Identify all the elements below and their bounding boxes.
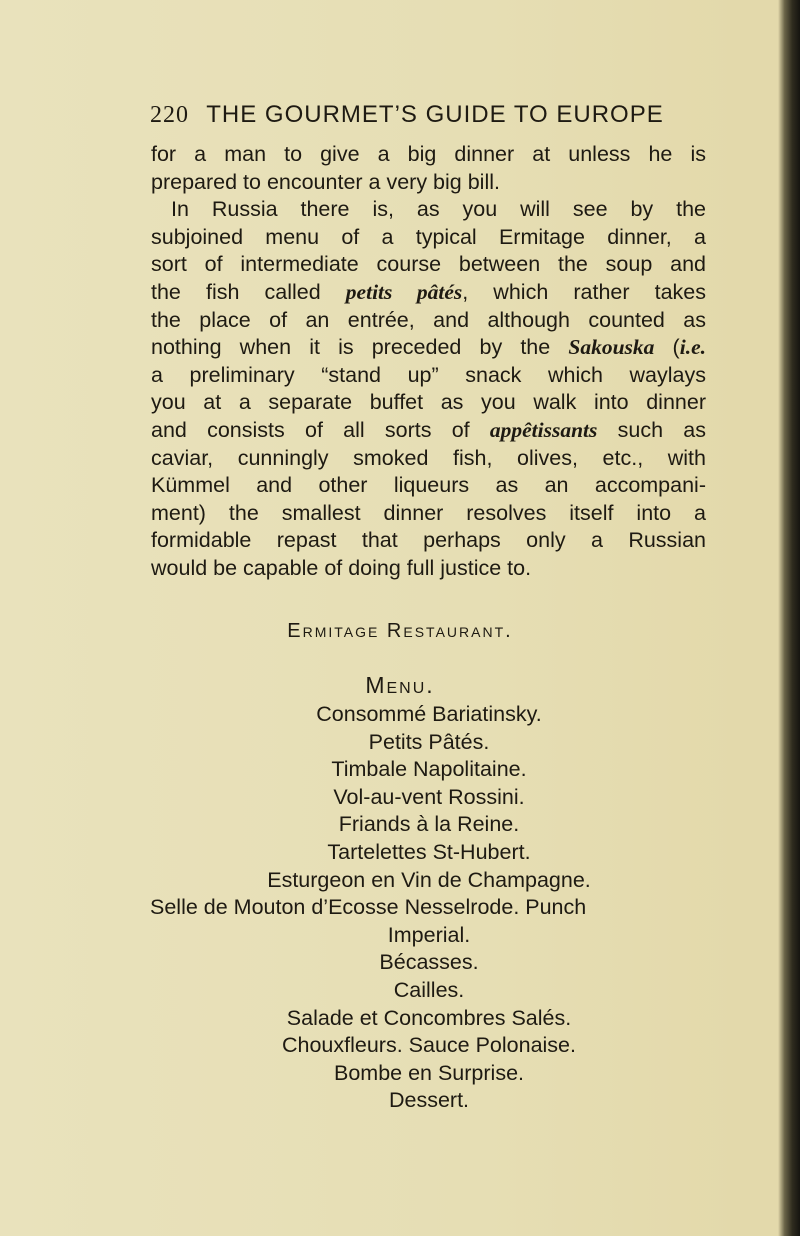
- menu-item: Bécasses.: [379, 950, 479, 975]
- text-line: the place of an entrée, and although counted as: [151, 307, 706, 332]
- text-line: ment) the smallest dinner resolves itself into a: [151, 500, 706, 525]
- menu-item: Cailles.: [393, 977, 465, 1002]
- menu-item: Vol-au-vent Rossini.: [333, 784, 525, 809]
- menu-list: [0, 701, 800, 1115]
- text-line: you at a separate buffet as you walk into dinner: [151, 390, 706, 415]
- menu-item: Selle de Mouton d’Ecosse Nesselrode. Punch: [150, 895, 587, 920]
- text-line: for a man to give a big dinner at unless he is: [151, 142, 706, 166]
- text-line: [151, 279, 706, 307]
- menu-item: Bombe en Surprise.: [333, 1060, 524, 1085]
- text-fragment: , which rather takes: [462, 279, 706, 304]
- italic-term: Sakouska: [568, 335, 655, 360]
- text-line: a preliminary “stand up” snack which waylays: [151, 362, 706, 387]
- running-head: [150, 101, 670, 129]
- text-line: Kümmel and other liqueurs as an accompani-: [151, 473, 706, 498]
- text-line: prepared to encounter a very big bill.: [151, 169, 500, 194]
- menu-item: Petits Pâtés.: [368, 729, 490, 754]
- menu-item: Esturgeon en Vin de Champagne.: [267, 867, 591, 892]
- text-line: subjoined menu of a typical Ermitage dinner, a: [151, 224, 706, 249]
- menu-item: Consommé Bariatinsky.: [316, 702, 542, 726]
- page-number: 220: [150, 102, 189, 128]
- italic-term: petits pâtés: [345, 279, 463, 304]
- running-title: THE GOURMET’S GUIDE TO EUROPE: [206, 101, 664, 128]
- page-edge-shadow: [778, 0, 800, 1236]
- menu-item: Dessert.: [388, 1088, 470, 1113]
- text-line: sort of intermediate course between the soup and: [151, 252, 706, 277]
- text-fragment: the fish called: [151, 279, 321, 304]
- menu-item: Timbale Napolitaine.: [331, 757, 527, 782]
- body-paragraph: [151, 141, 706, 583]
- text-fragment: and consists of all sorts of: [151, 417, 470, 442]
- text-fragment: such as: [597, 417, 706, 442]
- menu-item: Friands à la Reine.: [338, 812, 520, 837]
- menu-item: Salade et Concombres Salés.: [286, 1005, 572, 1030]
- menu-item: Tartelettes St-Hubert.: [327, 839, 531, 864]
- text-line: formidable repast that perhaps only a Russian: [151, 528, 706, 553]
- text-line: In Russia there is, as you will see by the: [171, 197, 706, 222]
- text-line: [151, 334, 706, 362]
- italic-term: i.e.: [679, 335, 706, 360]
- text-line: would be capable of doing full justice to.: [151, 555, 532, 580]
- text-line: caviar, cunningly smoked fish, olives, etc., with: [151, 445, 706, 470]
- menu-heading: Menu.: [365, 672, 435, 698]
- restaurant-heading: Ermitage Restaurant.: [287, 620, 513, 642]
- text-fragment: nothing when it is preceded by the: [151, 335, 551, 360]
- italic-term: appêtissants: [489, 417, 598, 442]
- text-line: [151, 417, 706, 445]
- menu-item: Chouxfleurs. Sauce Polonaise.: [281, 1033, 576, 1058]
- text-fragment: (: [654, 335, 680, 360]
- menu-item: Imperial.: [387, 922, 471, 947]
